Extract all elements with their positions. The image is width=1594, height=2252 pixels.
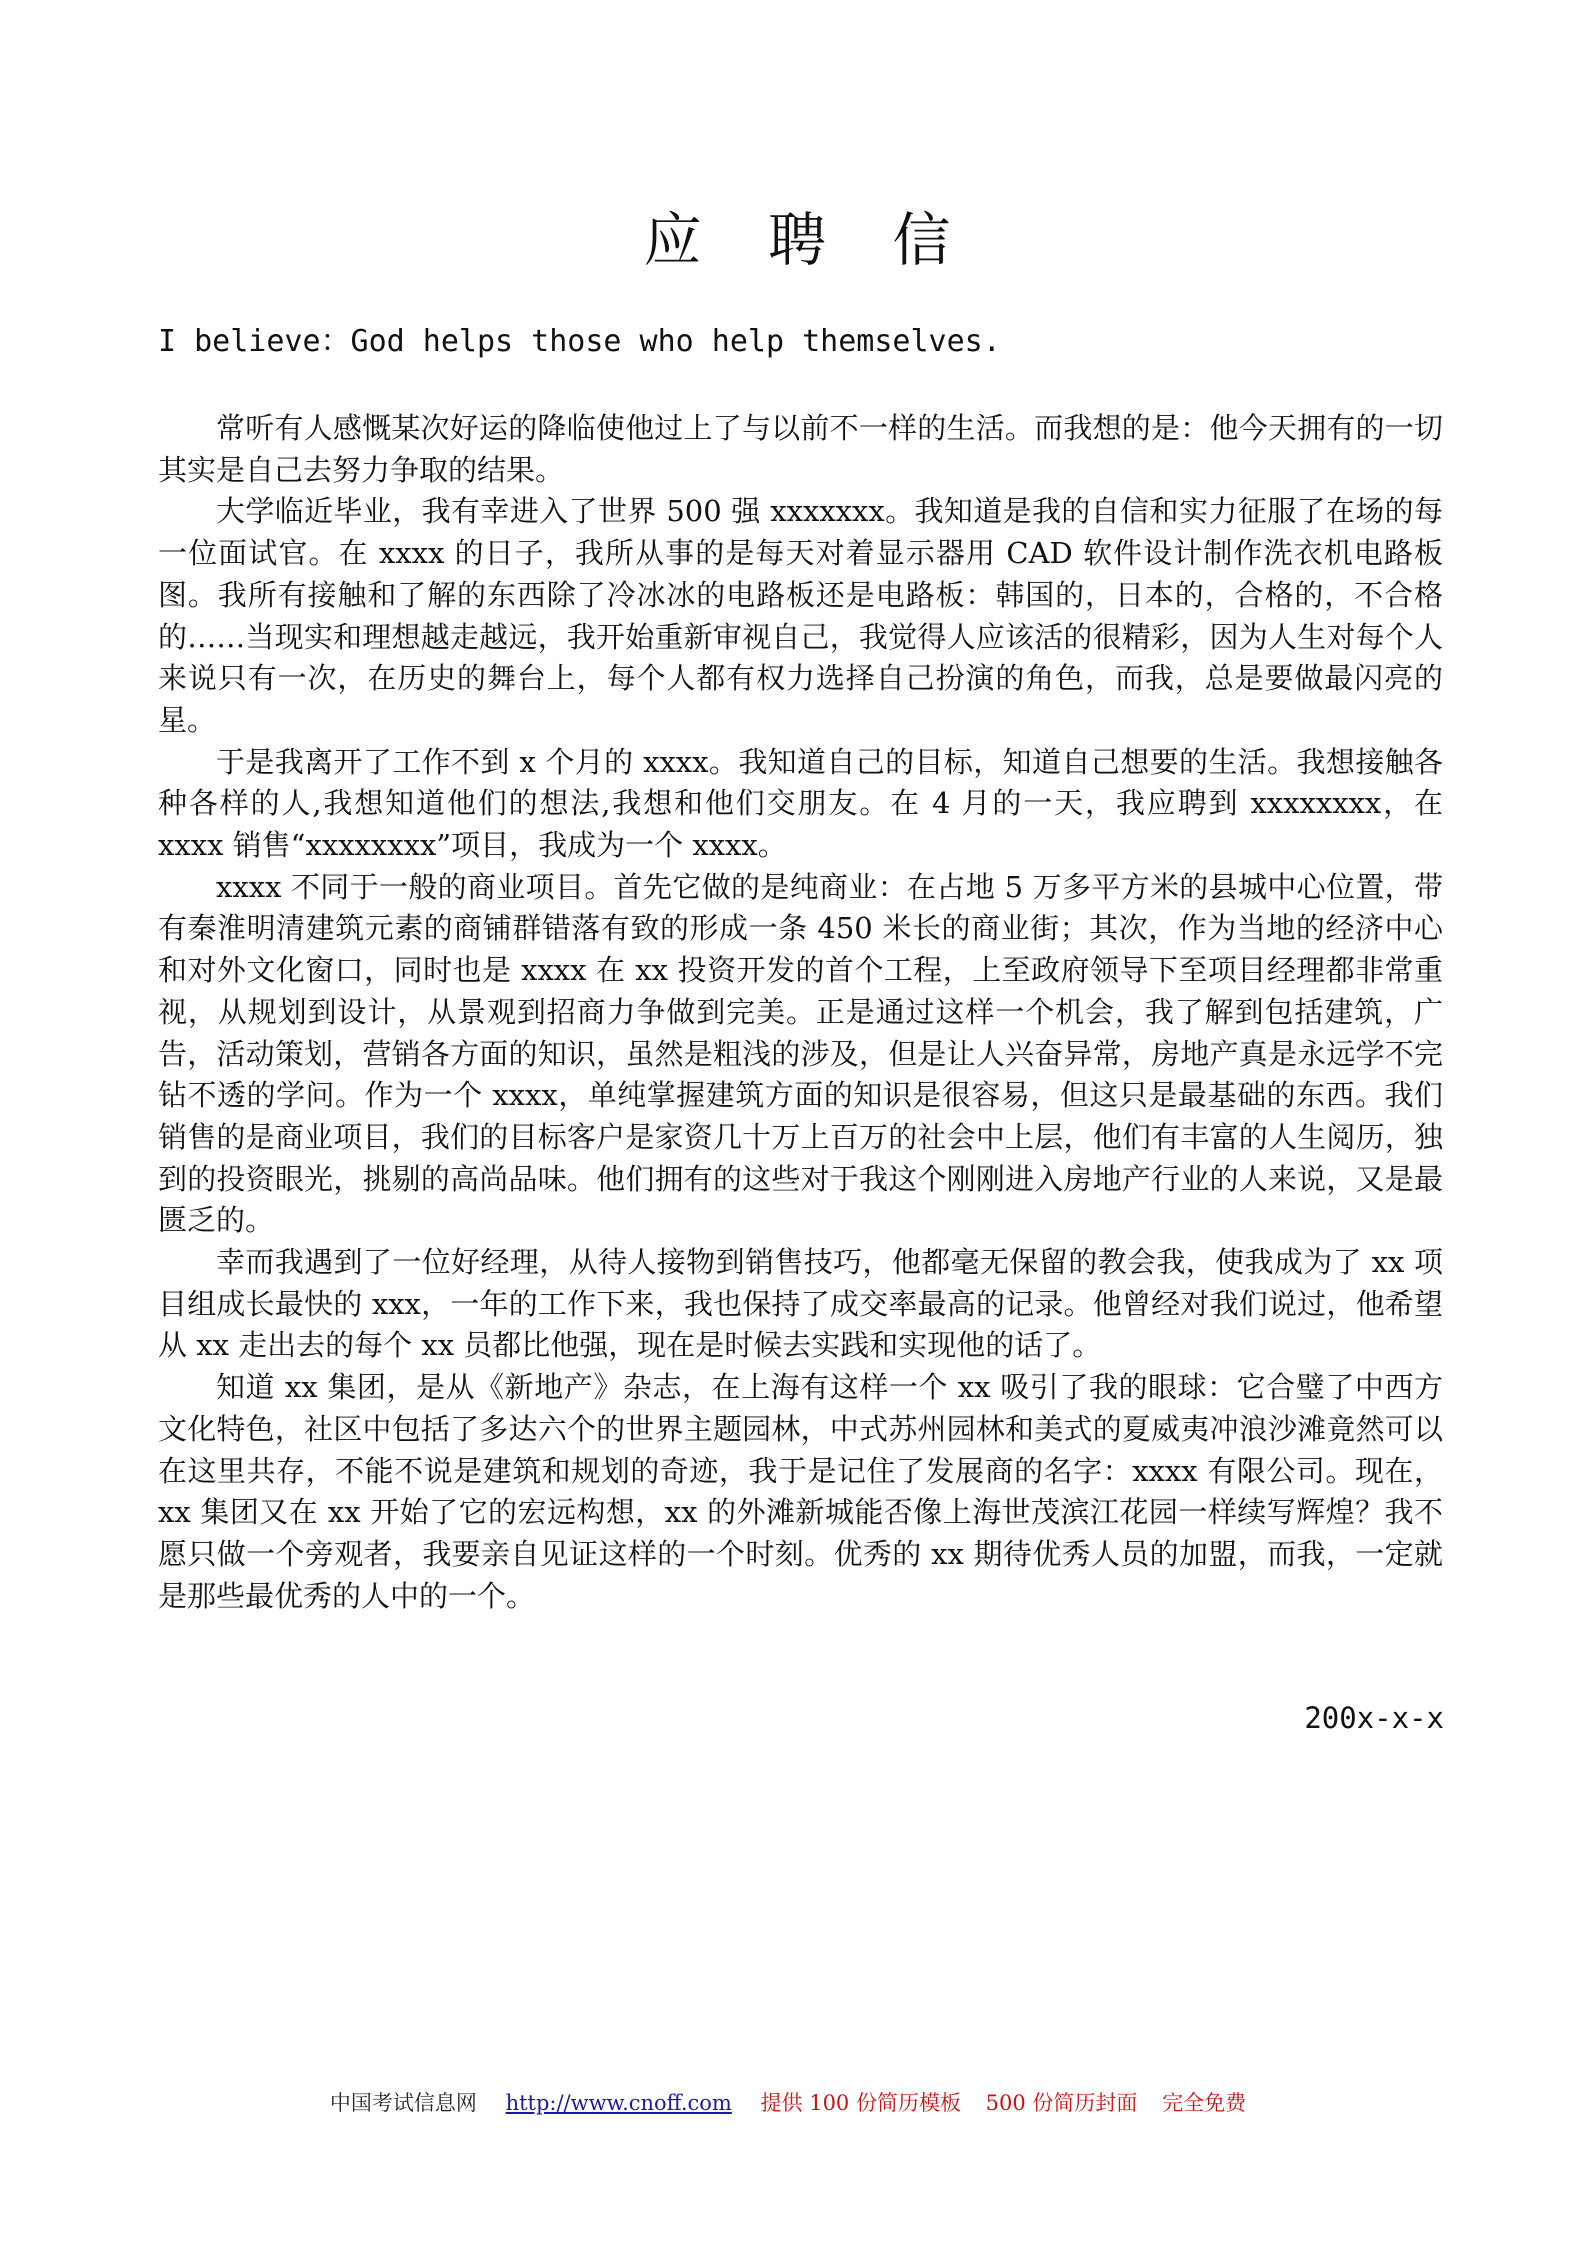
- paragraph: 幸而我遇到了一位好经理，从待人接物到销售技巧，他都毫无保留的教会我，使我成为了 xx 项目组成长最快的 xxx，一年的工作下来，我也保持了成交率最高的记录。他曾经对我们说过，他希望从 xx 走出去的每个 xx 员都比他强，现在是时候去实践和实现他的话了。: [158, 1245, 1443, 1363]
- paragraph: xxxx 不同于一般的商业项目。首先它做的是纯商业：在占地 5 万多平方米的县城中心位置，带有秦淮明清建筑元素的商铺群错落有致的形成一条 450 米长的商业街；其次，作为当地的经济中心和对外文化窗口，同时也是 xxxx 在 xx 投资开发的首个工程，上至政府领导下至项目经理都非常重视，从规划到设计，从景观到招商力争做到完美。正是通过这样一个机会，我了解到包括建筑，广告，活动策划，营销各方面的知识，虽然是粗浅的涉及，但是让人兴奋异常，房地产真是永远学不完钻不透的学问。作为一个 xxxx，单纯掌握建筑方面的知识是很容易，但这只是最基础的东西。我们销售的是商业项目，我们的目标客户是家资几十万上百万的社会中上层，他们有丰富的人生阅历，独到的投资眼光，挑剔的高尚品味。他们拥有的这些对于我这个刚刚进入房地产行业的人来说，又是最匮乏的。: [158, 869, 1443, 1238]
- paragraph: 知道 xx 集团，是从《新地产》杂志，在上海有这样一个 xx 吸引了我的眼球：它合璧了中西方文化特色，社区中包括了多达六个的世界主题园林，中式苏州园林和美式的夏威夷冲浪沙滩竟然可以在这里共存，不能不说是建筑和规划的奇迹，我于是记住了发展商的名字：xxxx 有限公司。现在，xx 集团又在 xx 开始了它的宏远构想，xx 的外滩新城能否像上海世茂滨江花园一样续写辉煌？我不愿只做一个旁观者，我要亲自见证这样的一个时刻。优秀的 xx 期待优秀人员的加盟，而我，一定就是那些最优秀的人中的一个。: [158, 1370, 1443, 1613]
- document-title: 应 聘 信: [643, 206, 975, 274]
- motto-line: I believe：God helps those who help themselves.: [158, 324, 1001, 359]
- footer-promo-covers: 500 份简历封面: [985, 2091, 1138, 2115]
- footer-site-link[interactable]: http://www.cnoff.com: [505, 2091, 732, 2115]
- letter-date: 200x-x-x: [1304, 1701, 1444, 1735]
- footer-site-name: 中国考试信息网: [329, 2091, 477, 2115]
- page-footer: [0, 2088, 1594, 2118]
- footer-promo-free: 完全免费: [1162, 2091, 1247, 2115]
- footer-promo-templates: 提供 100 份简历模板: [760, 2091, 961, 2115]
- paragraph: 于是我离开了工作不到 x 个月的 xxxx。我知道自己的目标，知道自己想要的生活。我想接触各种各样的人,我想知道他们的想法,我想和他们交朋友。在 4 月的一天，我应聘到 xxxxxxxx，在 xxxx 销售“xxxxxxxx”项目，我成为一个 xxxx。: [158, 744, 1443, 863]
- letter-body: [158, 408, 1443, 1617]
- paragraph: 大学临近毕业，我有幸进入了世界 500 强 xxxxxxx。我知道是我的自信和实力征服了在场的每一位面试官。在 xxxx 的日子，我所从事的是每天对着显示器用 CAD 软件设计制作洗衣机电路板图。我所有接触和了解的东西除了冷冰冰的电路板还是电路板：韩国的，日本的，合格的，不合格的……当现实和理想越走越远，我开始重新审视自己，我觉得人应该活的很精彩，因为人生对每个人来说只有一次，在历史的舞台上，每个人都有权力选择自己扮演的角色，而我，总是要做最闪亮的星。: [158, 494, 1443, 737]
- paragraph: 常听有人感慨某次好运的降临使他过上了与以前不一样的生活。而我想的是：他今天拥有的一切其实是自己去努力争取的结果。: [158, 411, 1443, 487]
